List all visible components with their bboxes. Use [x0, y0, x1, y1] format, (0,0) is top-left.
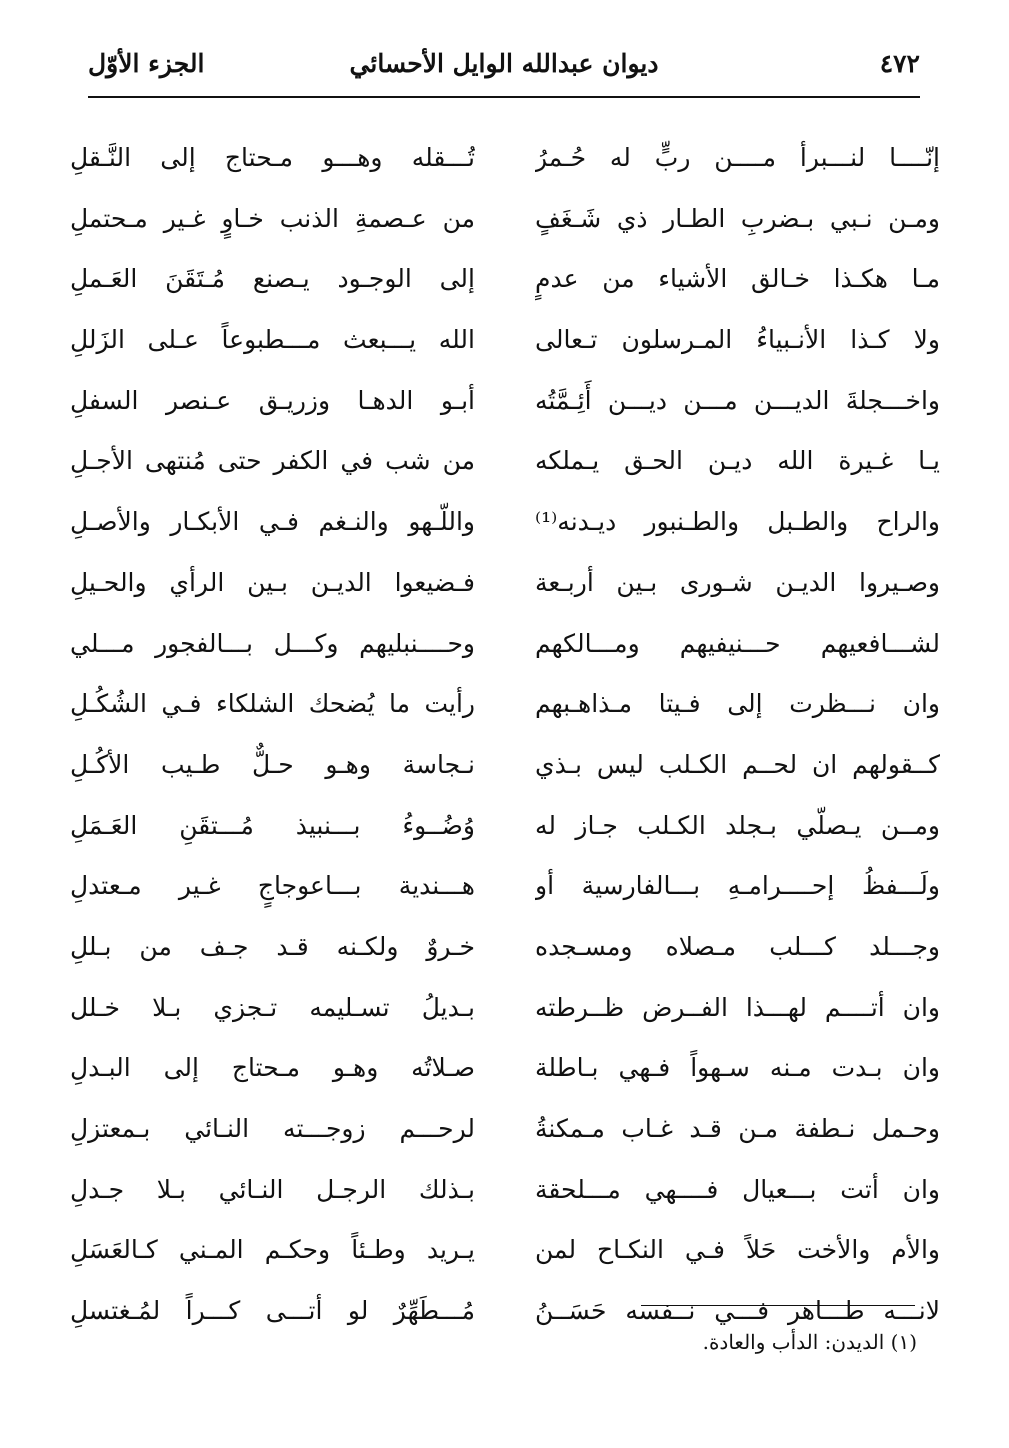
verse-second-hemistich: إلى الوجـود يـصنع مُـتَقَنَ العَـملِ	[70, 264, 475, 294]
page-header	[88, 44, 920, 90]
verse-line	[70, 796, 940, 857]
verse-first-hemistich: إنّــــا لنـــبرأ مــــن ربٍّ له حُـمرُ	[535, 143, 940, 172]
verse-second-hemistich: يـريد وطـئاً وحكـم المـني كـالعَسَلِ	[70, 1235, 475, 1265]
verse-first-hemistich: وصـيروا الديـن شـورى بـين أربـعة	[535, 567, 940, 597]
verse-line	[70, 310, 940, 371]
verse-first-hemistich: يـا غـيرة الله ديـن الحـق يـملكه	[535, 446, 940, 476]
verse-first-hemistich: ولا كـذا الأنـبياءُ المـرسلون تـعالى	[535, 325, 940, 355]
verse-second-hemistich: خـروٌ ولكـنه قـد جـف من بـللِ	[70, 931, 475, 961]
verse-first-hemistich: وان نـــظرت إلى فـيتا مـذاهـبهم	[535, 689, 940, 719]
verse-second-hemistich: بـذلك الرجـل النـائي بـلا جـدلِ	[70, 1174, 475, 1204]
verse-second-hemistich: من عـصمةِ الذنب خـاوٍ غـير مـحتملِ	[70, 203, 475, 233]
verse-first-hemistich: والراح والطـبل والطـنبور ديـدنه⁽¹⁾	[535, 507, 940, 537]
verse-line	[70, 249, 940, 310]
verse-second-hemistich: رأيت ما يُضحك الشلكاء فـي الشُكُـلِ	[70, 689, 475, 719]
verse-first-hemistich: وان أتت بـــعيال فــــهي مـــلحقة	[535, 1174, 940, 1204]
verse-line	[70, 371, 940, 432]
verse-second-hemistich: صـلاتُه وهـو مـحتاج إلى البـدلِ	[70, 1053, 475, 1083]
verse-second-hemistich: فـضيعوا الديـن بـين الرأي والحـيلِ	[70, 567, 475, 597]
verse-line	[70, 492, 940, 553]
verse-first-hemistich: ولَـــفظُ إحــــرامـهِ بـــالفارسية أو	[535, 871, 940, 901]
verse-first-hemistich: ومــن يـصلّي بـجلد الكـلب جـاز له	[535, 810, 940, 840]
verse-first-hemistich: واخـــجلةَ الديـــن مـــن ديـــن أَئِـمَّتُه	[535, 385, 940, 415]
verse-line	[70, 431, 940, 492]
verse-second-hemistich: هـــندية بـــاعوجاجٍ غـير مـعتدلِ	[70, 871, 475, 901]
verse-second-hemistich: بـديلُ تسـليمه تـجزي بـلا خـلل	[70, 992, 475, 1022]
verse-first-hemistich: وجـــلد كـــلب مـصلاه ومسـجده	[535, 931, 940, 961]
verse-first-hemistich: والأم والأخت حَلاً فـي النكـاح لمن	[535, 1235, 940, 1265]
verse-line	[70, 128, 940, 189]
verse-first-hemistich: ومـن نـبي بـضربِ الطـار ذي شَـغَفٍ	[535, 203, 940, 233]
verse-line	[70, 614, 940, 675]
verse-line	[70, 978, 940, 1039]
verse-line	[70, 1160, 940, 1221]
verse-second-hemistich: تُـــقله وهـــو مـحتاج إلى النَّـقلِ	[70, 143, 475, 172]
verse-line	[70, 674, 940, 735]
verse-second-hemistich: مُـــطَهِّرٌ لو أتـــى كـــراً لمُـغتسلِ	[70, 1296, 475, 1326]
verse-line	[70, 189, 940, 250]
verse-second-hemistich: لرحـــم زوجـــته النـائي بـمعتزلِ	[70, 1114, 475, 1143]
verse-second-hemistich: من شب في الكفر حتى مُنتهى الأجـلِ	[70, 446, 475, 476]
poem-body	[70, 128, 940, 1342]
verse-line	[70, 917, 940, 978]
verse-second-hemistich: وُضُــوءُ بـــنبيذ مُـــتقَنِ العَـمَلِ	[70, 810, 475, 840]
verse-second-hemistich: أبـو الدهـا وزريـق عـنصر السفلِ	[70, 385, 475, 415]
verse-second-hemistich: نـجاسة وهـو حـلٌّ طـيب الأكُـلِ	[70, 749, 475, 779]
verse-second-hemistich: الله يـــبعث مـــطبوعاً عـلى الزَللِ	[70, 325, 475, 355]
footnote: (١) الديدن: الدأب والعادة.	[702, 1330, 917, 1354]
footnote-divider	[641, 1305, 915, 1306]
verse-line	[70, 1099, 940, 1160]
verse-line	[70, 1038, 940, 1099]
part-label: الجزء الأوّل	[88, 49, 205, 78]
verse-line	[70, 856, 940, 917]
verse-line	[70, 1220, 940, 1281]
verse-line	[70, 553, 940, 614]
book-title: ديوان عبدالله الوايل الأحسائي	[349, 49, 659, 78]
verse-first-hemistich: وحـمل نـطفة مـن قـد غـاب مـمكنةُ	[535, 1114, 940, 1143]
verse-first-hemistich: وان بـدت مـنه سـهواً فـهي بـاطلة	[535, 1053, 940, 1083]
verse-first-hemistich: لشـــافعيهم حـــنيفيهم ومـــالكهم	[535, 628, 940, 658]
header-divider	[88, 96, 920, 98]
verse-second-hemistich: وحــــنبليهم وكـــل بـــالفجور مـــلي	[70, 628, 475, 658]
verse-first-hemistich: لانـــه طـــاهر فـــي نــفسه حَسَــنُ	[535, 1296, 940, 1326]
verse-first-hemistich: مـا هكـذا خـالق الأشياء من عدمٍ	[535, 264, 940, 294]
verse-first-hemistich: وان أتــــم لهـــذا الفــرض ظــرطته	[535, 992, 940, 1022]
verse-second-hemistich: واللّـهو والنـغم فـي الأبكـار والأصـلِ	[70, 507, 475, 537]
page-number: ٤٧٢	[879, 49, 920, 78]
verse-first-hemistich: كــقولهم ان لحــم الكـلب ليس بـذي	[535, 749, 940, 779]
verse-line	[70, 735, 940, 796]
